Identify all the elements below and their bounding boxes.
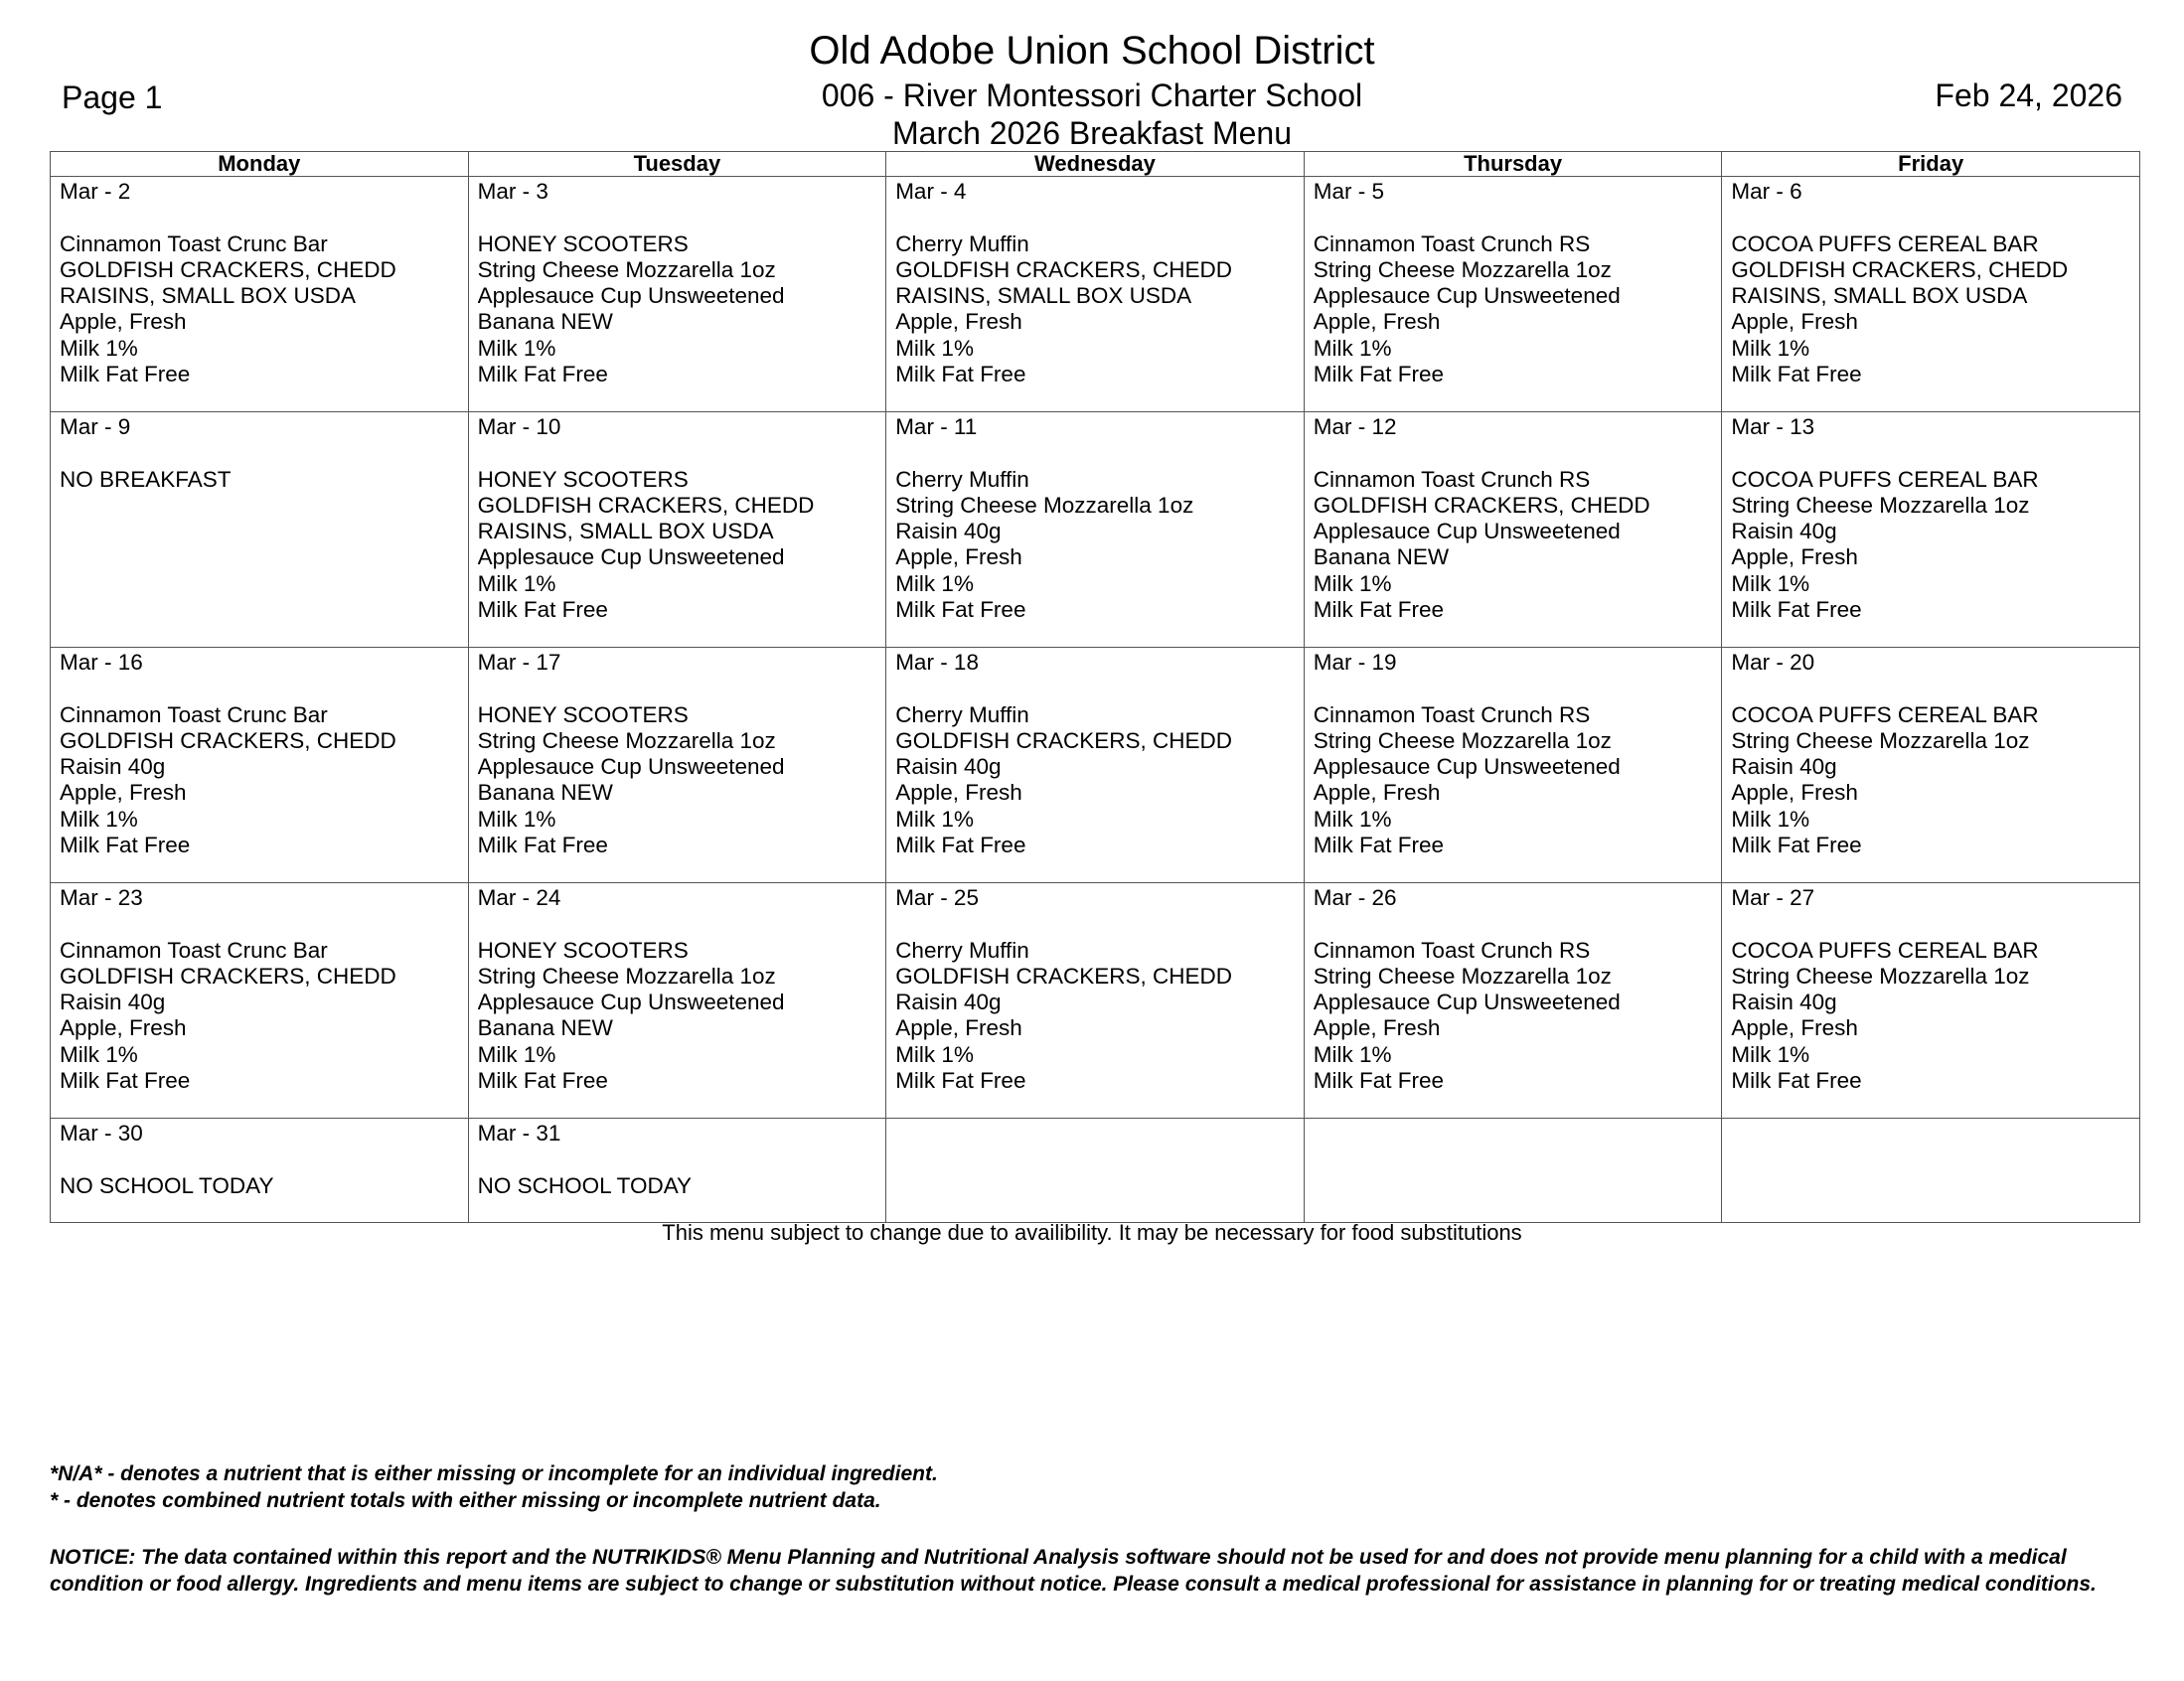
menu-item: Milk 1% [1731,570,1810,596]
weekday-header: Wednesday [886,152,1305,177]
menu-item: String Cheese Mozzarella 1oz [1313,727,1612,753]
menu-item: Milk Fat Free [895,1068,1026,1094]
menu-item: GOLDFISH CRACKERS, CHEDD [477,492,815,518]
menu-item: RAISINS, SMALL BOX USDA [895,283,1192,309]
menu-item: Applesauce Cup Unsweetened [1313,283,1621,309]
menu-item: String Cheese Mozzarella 1oz [895,492,1194,518]
day-date: Mar - 11 [895,414,978,439]
menu-item: Apple, Fresh [60,780,187,806]
weekday-header: Thursday [1304,152,1722,177]
menu-item: Raisin 40g [1731,990,1837,1015]
menu-item: Apple, Fresh [895,1015,1022,1041]
day-date: Mar - 20 [1731,650,1815,675]
menu-item: String Cheese Mozzarella 1oz [1731,963,2030,989]
menu-item: GOLDFISH CRACKERS, CHEDD [60,256,396,282]
day-cell [1722,177,2140,412]
menu-item: Apple, Fresh [1731,1015,1858,1041]
day-date: Mar - 3 [477,179,548,204]
day-date: Mar - 9 [60,414,131,439]
day-cell [468,648,886,883]
menu-item: Applesauce Cup Unsweetened [1313,519,1621,544]
day-date: Mar - 4 [895,179,967,204]
menu-item: String Cheese Mozzarella 1oz [1313,256,1612,282]
menu-item: GOLDFISH CRACKERS, CHEDD [1313,492,1650,518]
menu-item: COCOA PUFFS CEREAL BAR [1731,466,2039,492]
menu-item: Raisin 40g [895,519,1002,544]
menu-item: Apple, Fresh [1313,309,1441,335]
day-date: Mar - 27 [1731,885,1815,910]
menu-item: Banana NEW [477,780,613,806]
day-cell [1304,177,1722,412]
menu-item: Milk 1% [1313,335,1392,361]
day-date: Mar - 23 [60,885,143,910]
menu-item: GOLDFISH CRACKERS, CHEDD [895,727,1232,753]
menu-title: March 2026 Breakfast Menu [892,115,1292,151]
menu-item: Cinnamon Toast Crunch RS [1313,230,1591,256]
menu-item: RAISINS, SMALL BOX USDA [1731,283,2028,309]
day-date: Mar - 10 [477,414,561,439]
menu-item: Milk 1% [1731,1041,1810,1067]
menu-item: Milk 1% [895,1041,974,1067]
legend-star: * - denotes combined nutrient totals with either missing or incomplete nutrient data. [50,1489,881,1512]
menu-item: HONEY SCOOTERS [477,466,689,492]
day-date: Mar - 24 [477,885,561,910]
menu-item: String Cheese Mozzarella 1oz [1313,963,1612,989]
day-date: Mar - 5 [1313,179,1385,204]
menu-item: RAISINS, SMALL BOX USDA [477,519,774,544]
menu-item: String Cheese Mozzarella 1oz [477,256,776,282]
day-date: Mar - 16 [60,650,143,675]
menu-item: Cinnamon Toast Crunc Bar [60,937,328,963]
menu-item: Cinnamon Toast Crunch RS [1313,701,1591,727]
day-date: Mar - 12 [1313,414,1397,439]
menu-item: Milk 1% [477,570,556,596]
menu-item: GOLDFISH CRACKERS, CHEDD [60,963,396,989]
day-date: Mar - 19 [1313,650,1397,675]
menu-item: COCOA PUFFS CEREAL BAR [1731,230,2039,256]
menu-item: HONEY SCOOTERS [477,937,689,963]
day-cell [1722,412,2140,648]
menu-item: Milk Fat Free [60,1068,191,1094]
menu-item: Milk Fat Free [895,833,1026,858]
menu-item: Milk Fat Free [1731,833,1862,858]
menu-item: Milk 1% [477,335,556,361]
day-cell [1304,1119,1722,1223]
menu-item: Milk 1% [895,806,974,832]
menu-item: Cherry Muffin [895,230,1029,256]
day-cell [51,412,469,648]
district-title: Old Adobe Union School District [809,29,1375,73]
menu-item: Milk Fat Free [477,833,608,858]
menu-item: Milk Fat Free [1313,833,1445,858]
legend-na: *N/A* - denotes a nutrient that is either missing or incomplete for an individual ingredient. [50,1462,938,1485]
menu-item: Applesauce Cup Unsweetened [477,754,785,780]
menu-item: GOLDFISH CRACKERS, CHEDD [1731,256,2069,282]
menu-item: Milk 1% [895,570,974,596]
menu-item: Apple, Fresh [895,309,1022,335]
menu-item: Cherry Muffin [895,701,1029,727]
day-cell [886,177,1305,412]
menu-item: Milk Fat Free [1731,597,1862,623]
menu-item: Milk Fat Free [1313,597,1445,623]
menu-item: Cinnamon Toast Crunch RS [1313,466,1591,492]
day-cell [1304,883,1722,1119]
menu-item: Apple, Fresh [1313,780,1441,806]
menu-item: Milk Fat Free [477,362,608,387]
menu-item: Applesauce Cup Unsweetened [477,283,785,309]
menu-item: Raisin 40g [60,754,166,780]
menu-item: RAISINS, SMALL BOX USDA [60,283,357,309]
report-date: Feb 24, 2026 [1935,77,2122,113]
day-cell [1722,1119,2140,1223]
subject-to-change-note: This menu subject to change due to availibility. It may be necessary for food substitutions [662,1220,1522,1245]
day-cell [51,177,469,412]
day-date: Mar - 13 [1731,414,1815,439]
menu-item: GOLDFISH CRACKERS, CHEDD [60,727,396,753]
menu-item: Applesauce Cup Unsweetened [477,990,785,1015]
menu-weeks [51,177,2140,1223]
menu-item: Milk 1% [477,806,556,832]
day-cell [1722,648,2140,883]
menu-item: Applesauce Cup Unsweetened [477,544,785,570]
menu-item: Milk 1% [60,335,138,361]
menu-item: Milk 1% [895,335,974,361]
menu-item: NO SCHOOL TODAY [60,1172,274,1198]
day-cell [468,883,886,1119]
menu-item: Milk 1% [1731,806,1810,832]
menu-item: Milk 1% [1313,1041,1392,1067]
menu-item: Milk Fat Free [1313,362,1445,387]
day-cell [1304,412,1722,648]
menu-item: Milk Fat Free [60,833,191,858]
menu-item: Milk Fat Free [1731,362,1862,387]
menu-item: Raisin 40g [1731,754,1837,780]
day-date: Mar - 31 [477,1121,561,1146]
menu-item: Milk Fat Free [1731,1068,1862,1094]
week-row [51,177,2140,412]
menu-item: GOLDFISH CRACKERS, CHEDD [895,963,1232,989]
day-cell [886,1119,1305,1223]
menu-item: Apple, Fresh [1731,780,1858,806]
menu-item: Banana NEW [1313,544,1450,570]
day-cell [51,883,469,1119]
menu-item: Milk Fat Free [477,1068,608,1094]
menu-item: Milk Fat Free [1313,1068,1445,1094]
day-cell [51,648,469,883]
menu-item: GOLDFISH CRACKERS, CHEDD [895,256,1232,282]
day-cell [468,177,886,412]
menu-item: Raisin 40g [895,754,1002,780]
weekday-header-row [51,152,2140,177]
menu-item: Milk Fat Free [477,597,608,623]
day-cell [468,1119,886,1223]
menu-item: Raisin 40g [1731,519,1837,544]
menu-item: Apple, Fresh [1313,1015,1441,1041]
day-date: Mar - 18 [895,650,979,675]
menu-item: Banana NEW [477,309,613,335]
menu-item: Apple, Fresh [1731,544,1858,570]
school-name: 006 - River Montessori Charter School [821,77,1363,113]
day-date: Mar - 26 [1313,885,1397,910]
menu-item: Cinnamon Toast Crunc Bar [60,701,328,727]
menu-item: Milk Fat Free [895,362,1026,387]
weekday-header: Tuesday [468,152,886,177]
menu-calendar [50,151,2140,1223]
menu-item: Apple, Fresh [1731,309,1858,335]
weekday-header: Monday [51,152,469,177]
day-date: Mar - 6 [1731,179,1802,204]
week-row [51,648,2140,883]
menu-item: Raisin 40g [60,990,166,1015]
menu-item: Milk 1% [1731,335,1810,361]
menu-item: Milk 1% [1313,570,1392,596]
menu-item: Milk 1% [477,1041,556,1067]
menu-item: COCOA PUFFS CEREAL BAR [1731,937,2039,963]
menu-item: Apple, Fresh [60,1015,187,1041]
day-date: Mar - 25 [895,885,979,910]
menu-item: Raisin 40g [895,990,1002,1015]
page-number: Page 1 [62,79,163,115]
menu-item: String Cheese Mozzarella 1oz [477,727,776,753]
day-cell [886,412,1305,648]
menu-item: String Cheese Mozzarella 1oz [1731,727,2030,753]
day-cell [51,1119,469,1223]
menu-item: HONEY SCOOTERS [477,701,689,727]
menu-item: Cherry Muffin [895,937,1029,963]
menu-item: Apple, Fresh [60,309,187,335]
menu-item: Cherry Muffin [895,466,1029,492]
menu-item: Milk Fat Free [895,597,1026,623]
day-cell [1722,883,2140,1119]
day-date: Mar - 2 [60,179,131,204]
menu-item: Applesauce Cup Unsweetened [1313,754,1621,780]
menu-item: Apple, Fresh [895,544,1022,570]
menu-item: Milk 1% [60,806,138,832]
menu-item: Milk 1% [60,1041,138,1067]
menu-item: String Cheese Mozzarella 1oz [1731,492,2030,518]
week-row [51,1119,2140,1223]
menu-item: NO BREAKFAST [60,466,232,492]
menu-item: COCOA PUFFS CEREAL BAR [1731,701,2039,727]
day-cell [886,883,1305,1119]
menu-item: NO SCHOOL TODAY [477,1172,693,1198]
day-cell [1304,648,1722,883]
day-cell [468,412,886,648]
week-row [51,883,2140,1119]
day-date: Mar - 17 [477,650,561,675]
day-cell [886,648,1305,883]
menu-item: String Cheese Mozzarella 1oz [477,963,776,989]
menu-item: Apple, Fresh [895,780,1022,806]
day-date: Mar - 30 [60,1121,143,1146]
menu-item: Applesauce Cup Unsweetened [1313,990,1621,1015]
menu-item: Cinnamon Toast Crunch RS [1313,937,1591,963]
menu-item: Cinnamon Toast Crunc Bar [60,230,328,256]
menu-item: Banana NEW [477,1015,613,1041]
weekday-header: Friday [1722,152,2140,177]
notice-text: NOTICE: The data contained within this report and the NUTRIKIDS® Menu Planning and Nutritional Analysis software should not be used for and does not provide menu planning for a child with a medical condition or food allergy. Ingredients and menu items are subject to change or substitution without notice. Please consult a medical professional for assistance in planning for or treating medical conditions. [50,1546,2097,1596]
menu-item: Milk 1% [1313,806,1392,832]
week-row [51,412,2140,648]
menu-item: Milk Fat Free [60,362,191,387]
menu-item: HONEY SCOOTERS [477,230,689,256]
